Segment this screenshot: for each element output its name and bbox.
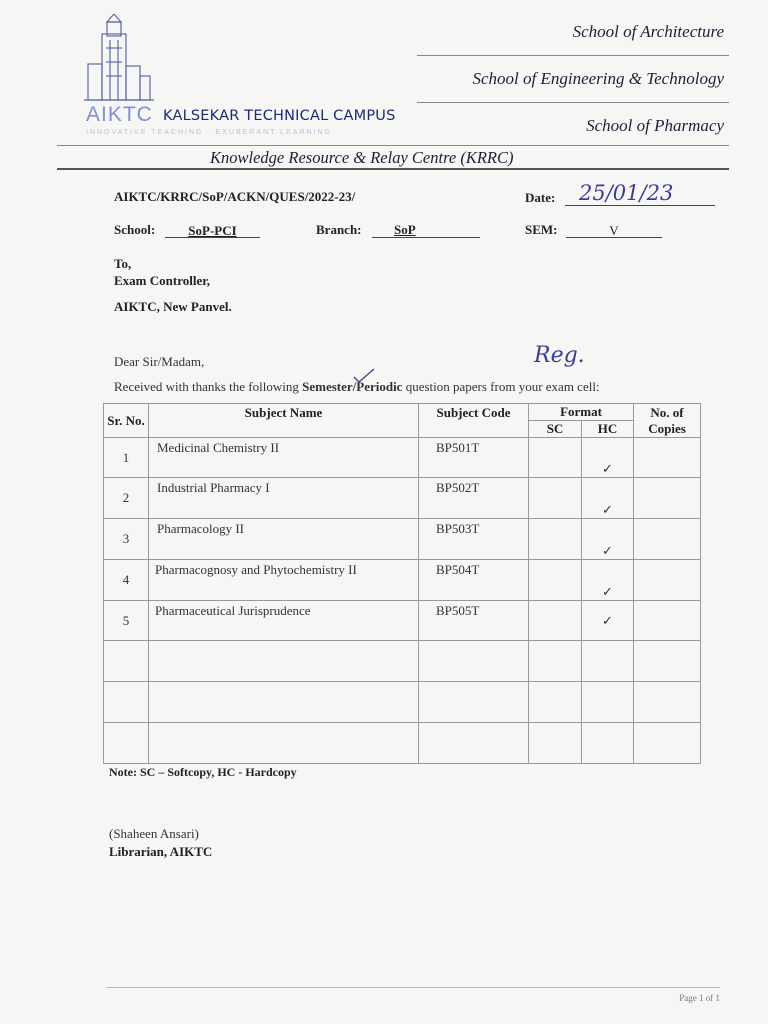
body-text-end: question papers from your exam cell: (402, 379, 600, 394)
cell-subject: Pharmacognosy and Phytochemistry II (149, 560, 419, 601)
address-recipient: Exam Controller, (114, 273, 211, 288)
cell-sr: 2 (104, 478, 149, 519)
cell-sr (104, 723, 149, 764)
header-divider (417, 55, 729, 56)
date-value: 25/01/23 (579, 181, 674, 205)
school-pharmacy: School of Pharmacy (586, 116, 724, 135)
centre-title: Knowledge Resource & Relay Centre (KRRC) (210, 148, 514, 167)
cell-sc (529, 519, 582, 560)
cell-code: BP503T (419, 519, 529, 560)
header-divider (57, 145, 729, 146)
campus-tagline: INNOVATIVE TEACHING · EXUBERANT LEARNING (86, 129, 332, 136)
cell-code: BP502T (419, 478, 529, 519)
cell-copies (634, 519, 701, 560)
format-note: Note: SC – Softcopy, HC - Hardcopy (109, 765, 297, 779)
cell-hc-tick: ✓ (582, 438, 634, 478)
cell-hc (582, 682, 634, 723)
question-paper-table (103, 403, 701, 764)
cell-subject (149, 682, 419, 723)
cell-code: BP501T (419, 438, 529, 478)
body-text-bold: Semester/Periodic (302, 379, 403, 394)
cell-subject (149, 641, 419, 682)
logo-abbreviation: AIKTC (86, 103, 153, 126)
sem-label: SEM: (525, 222, 558, 237)
cell-subject: Pharmacology II (149, 519, 419, 560)
cell-sc (529, 682, 582, 723)
cell-sr: 4 (104, 560, 149, 601)
cell-sc (529, 478, 582, 519)
sem-value: V (609, 223, 619, 238)
cell-code (419, 723, 529, 764)
cell-subject: Medicinal Chemistry II (149, 438, 419, 478)
school-label: School: (114, 222, 156, 237)
cell-sc (529, 560, 582, 601)
cell-sc (529, 601, 582, 641)
cell-copies (634, 723, 701, 764)
table-row (104, 601, 701, 641)
cell-copies (634, 478, 701, 519)
signatory-name: (Shaheen Ansari) (109, 826, 199, 841)
cell-code: BP505T (419, 601, 529, 641)
header-rule (57, 168, 729, 170)
reference-number: AIKTC/KRRC/SoP/ACKN/QUES/2022-23/ (114, 189, 356, 204)
cell-sc (529, 641, 582, 682)
page-number: Page 1 of 1 (679, 993, 720, 1003)
cell-hc-tick: ✓ (582, 601, 634, 641)
branch-field (372, 222, 480, 238)
signatory-title: Librarian, AIKTC (109, 844, 213, 859)
cell-sr (104, 641, 149, 682)
header-copies: No. of Copies (634, 404, 701, 438)
school-architecture: School of Architecture (572, 22, 724, 41)
cell-code (419, 682, 529, 723)
table-row (104, 641, 701, 682)
campus-logo (84, 14, 154, 104)
school-value: SoP-PCI (188, 223, 237, 238)
cell-sr: 1 (104, 438, 149, 478)
cell-hc (582, 641, 634, 682)
cell-sr: 3 (104, 519, 149, 560)
school-field (165, 222, 260, 238)
table-row (104, 478, 701, 519)
cell-sc (529, 723, 582, 764)
branch-label: Branch: (316, 222, 362, 237)
table-row (104, 682, 701, 723)
cell-copies (634, 682, 701, 723)
cell-copies (634, 438, 701, 478)
sem-field (566, 222, 662, 238)
header-hc: HC (582, 421, 634, 438)
cell-copies (634, 641, 701, 682)
branch-value: SoP (394, 222, 416, 237)
address-to: To, (114, 256, 132, 271)
body-text (114, 379, 600, 395)
cell-hc-tick: ✓ (582, 478, 634, 519)
header-subject-name: Subject Name (149, 404, 419, 438)
header-divider (417, 102, 729, 103)
cell-subject: Industrial Pharmacy I (149, 478, 419, 519)
cell-hc (582, 723, 634, 764)
handwritten-note: Reg. (534, 343, 585, 368)
date-field (565, 181, 715, 206)
cell-copies (634, 601, 701, 641)
cell-subject: Pharmaceutical Jurisprudence (149, 601, 419, 641)
cell-subject (149, 723, 419, 764)
table-row (104, 560, 701, 601)
header-subject-code: Subject Code (419, 404, 529, 438)
cell-sr (104, 682, 149, 723)
cell-sr: 5 (104, 601, 149, 641)
school-engineering: School of Engineering & Technology (472, 69, 724, 88)
salutation: Dear Sir/Madam, (114, 354, 205, 369)
table-row (104, 519, 701, 560)
date-label: Date: (525, 190, 556, 205)
cell-sc (529, 438, 582, 478)
cell-hc-tick: ✓ (582, 560, 634, 601)
cell-code: BP504T (419, 560, 529, 601)
address-location: AIKTC, New Panvel. (114, 299, 232, 314)
table-row (104, 723, 701, 764)
cell-copies (634, 560, 701, 601)
body-text-start: Received with thanks the following (114, 379, 303, 394)
cell-code (419, 641, 529, 682)
footer-divider (106, 987, 720, 988)
cell-hc-tick: ✓ (582, 519, 634, 560)
campus-name: KALSEKAR TECHNICAL CAMPUS (163, 108, 396, 124)
header-sr-no: Sr. No. (104, 404, 149, 438)
header-sc: SC (529, 421, 582, 438)
table-row (104, 438, 701, 478)
header-format: Format (529, 404, 634, 421)
